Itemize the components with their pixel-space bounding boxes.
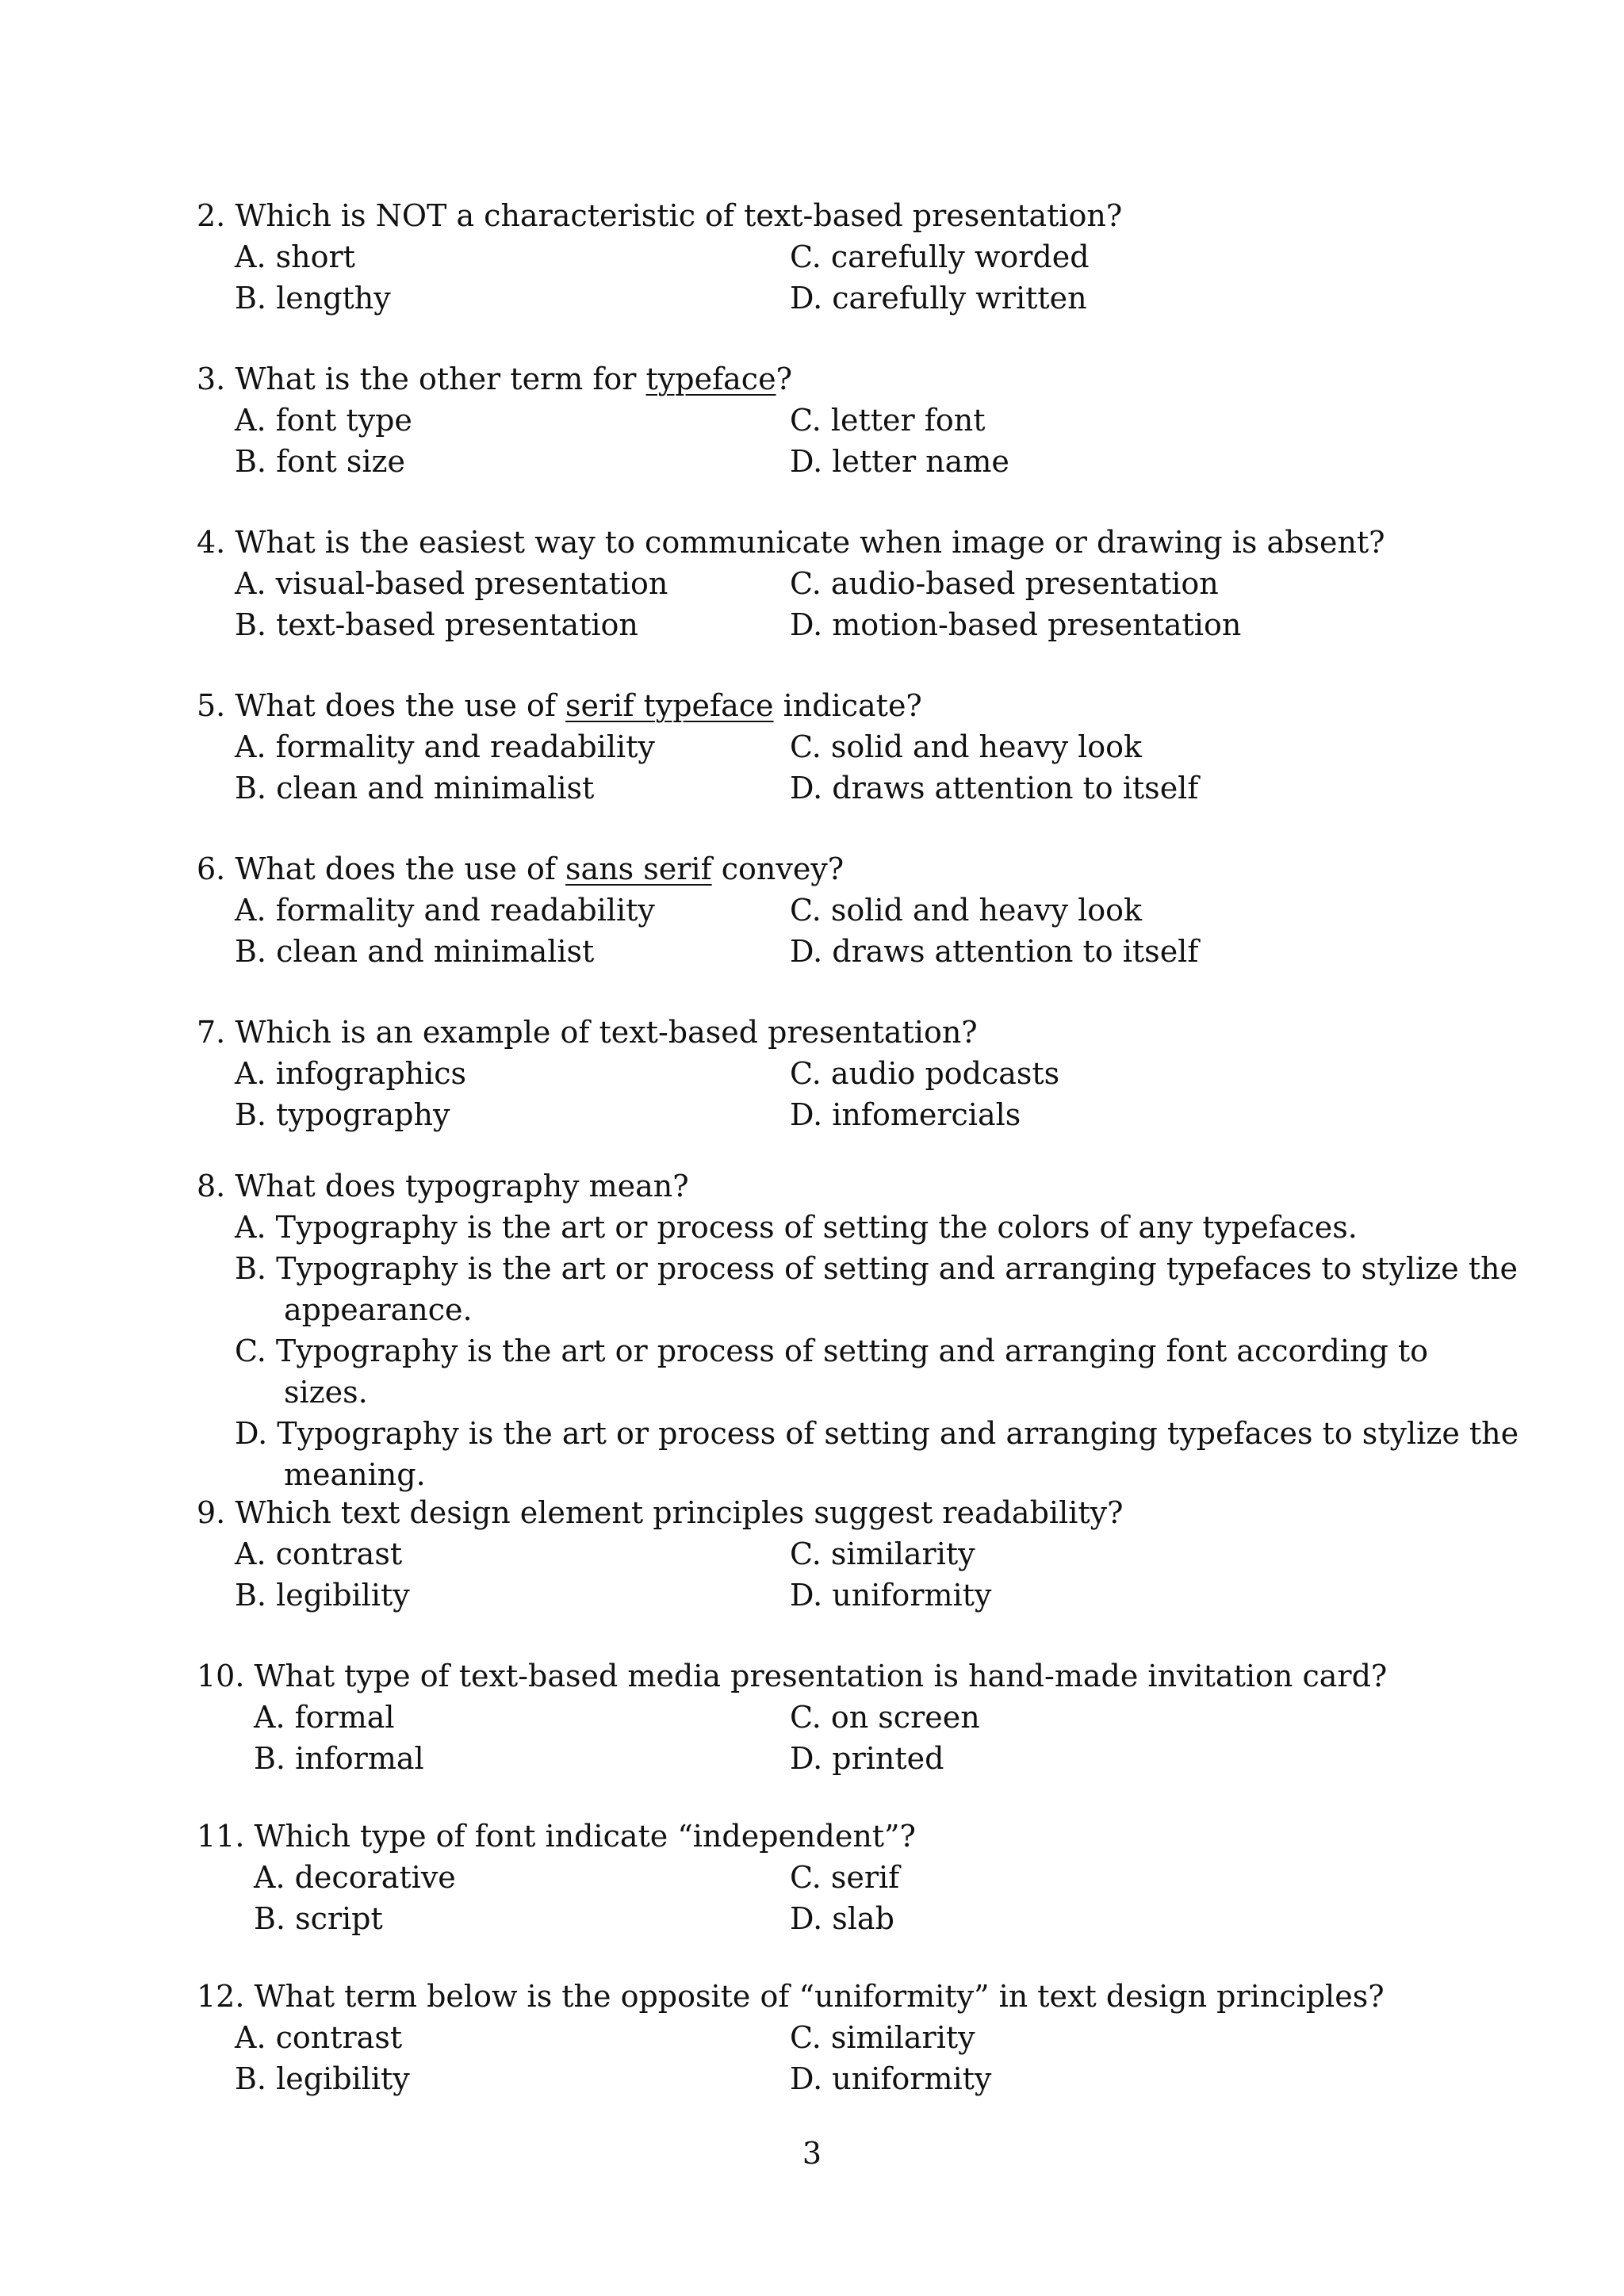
option-c: C. audio-based presentation	[790, 566, 1219, 601]
option-d: D. printed	[790, 1741, 944, 1776]
options	[235, 726, 1465, 809]
question-number: 2.	[197, 198, 226, 233]
option-d: D. carefully written	[790, 281, 1087, 316]
question-number: 4.	[197, 525, 226, 560]
question-number: 12.	[197, 1979, 245, 2014]
option-a: A. short	[235, 239, 355, 274]
option-d: D. uniformity	[790, 1578, 992, 1613]
question-stem	[197, 1976, 1465, 2017]
question-number: 8.	[197, 1169, 226, 1203]
options	[235, 236, 1465, 319]
question-number: 3.	[197, 362, 226, 396]
question-stem	[197, 195, 1465, 236]
question-stem	[197, 848, 1465, 890]
options	[235, 2017, 1465, 2099]
option-c: C. serif	[790, 1860, 900, 1895]
question-number: 6.	[197, 851, 226, 886]
question-text: Which is NOT a characteristic of text-based presentation?	[235, 198, 1123, 233]
options	[235, 890, 1465, 972]
option-c: C. solid and heavy look	[790, 729, 1143, 764]
option-b: B. script	[254, 1901, 383, 1936]
option-a: A. infographics	[235, 1056, 467, 1091]
question-stem	[197, 1492, 1465, 1533]
option-d: D. slab	[790, 1901, 894, 1936]
question-text: What type of text-based media presentation is hand-made invitation card?	[254, 1659, 1388, 1693]
option-a: A. decorative	[254, 1860, 456, 1895]
question-text: What is the easiest way to communicate when image or drawing is absent?	[235, 525, 1385, 560]
option-a: A. formal	[254, 1700, 395, 1735]
question-text-end: ?	[776, 362, 792, 396]
question-stem	[197, 1012, 1465, 1053]
question-5	[197, 685, 1465, 809]
page-number: 3	[802, 2136, 822, 2171]
question-text: What does the use of	[235, 688, 566, 723]
question-text: Which text design element principles suggest readability?	[235, 1495, 1124, 1530]
question-stem	[197, 1655, 1465, 1697]
question-text-end: convey?	[711, 851, 845, 886]
question-number: 5.	[197, 688, 226, 723]
option-a: A. font type	[235, 403, 412, 438]
question-text-end: indicate?	[773, 688, 922, 723]
question-number: 11.	[197, 1819, 245, 1854]
option-b: B. informal	[254, 1741, 424, 1776]
option-a: A. formality and readability	[235, 893, 655, 928]
options	[235, 1207, 1519, 1495]
options	[235, 400, 1465, 482]
question-number: 9.	[197, 1495, 226, 1530]
option-c: C. carefully worded	[790, 239, 1090, 274]
option-b: B. typography	[235, 1097, 450, 1132]
option-a: A. contrast	[235, 2020, 403, 2055]
option-c: C. similarity	[790, 1536, 975, 1571]
option-c: C. Typography is the art or process of setting and arranging font according to sizes.	[235, 1334, 1429, 1410]
option-c: C. letter font	[790, 403, 986, 438]
question-stem	[197, 1165, 1465, 1207]
question-stem	[197, 522, 1465, 563]
question-text: What term below is the opposite of “uniformity” in text design principles?	[254, 1979, 1385, 2014]
option-b: B. legibility	[235, 2061, 410, 2096]
option-d: D. draws attention to itself	[790, 934, 1199, 969]
underlined-term: sans serif	[565, 851, 712, 886]
option-a: A. Typography is the art or process of setting the colors of any typefaces.	[235, 1210, 1358, 1245]
option-a: A. contrast	[235, 1536, 403, 1571]
options	[254, 1697, 1465, 1779]
question-stem	[197, 358, 1465, 400]
question-text: What does typography mean?	[235, 1169, 689, 1203]
question-12	[197, 1976, 1465, 2099]
question-number: 7.	[197, 1015, 226, 1050]
option-a: A. formality and readability	[235, 729, 655, 764]
question-number: 10.	[197, 1659, 245, 1693]
option-d: D. Typography is the art or process of setting and arranging typefaces to stylize the meaning.	[235, 1416, 1519, 1492]
question-stem	[197, 1816, 1465, 1857]
option-c: C. audio podcasts	[790, 1056, 1060, 1091]
question-11	[197, 1816, 1465, 1939]
question-text: Which type of font indicate “independent”?	[254, 1819, 916, 1854]
question-2	[197, 195, 1465, 319]
option-c: C. solid and heavy look	[790, 893, 1143, 928]
option-d: D. letter name	[790, 444, 1009, 479]
option-d: D. draws attention to itself	[790, 771, 1199, 806]
options	[235, 1533, 1465, 1616]
question-text: What is the other term for	[235, 362, 646, 396]
option-b: B. lengthy	[235, 281, 391, 316]
option-b: B. font size	[235, 444, 406, 479]
question-8	[197, 1165, 1519, 1495]
question-10	[197, 1655, 1465, 1779]
question-7	[197, 1012, 1465, 1135]
options	[254, 1857, 1465, 1939]
option-d: D. uniformity	[790, 2061, 992, 2096]
option-b: B. Typography is the art or process of setting and arranging typefaces to stylize the appearance.	[235, 1251, 1518, 1327]
option-d: D. infomercials	[790, 1097, 1021, 1132]
question-9	[197, 1492, 1465, 1616]
question-3	[197, 358, 1465, 482]
option-b: B. legibility	[235, 1578, 410, 1613]
question-text: What does the use of	[235, 851, 566, 886]
options	[235, 563, 1465, 645]
option-d: D. motion-based presentation	[790, 607, 1242, 642]
underlined-term: typeface	[645, 362, 776, 396]
question-text: Which is an example of text-based presentation?	[235, 1015, 978, 1050]
options	[235, 1053, 1465, 1135]
option-a: A. visual-based presentation	[235, 566, 668, 601]
option-b: B. clean and minimalist	[235, 934, 595, 969]
option-c: C. similarity	[790, 2020, 975, 2055]
option-b: B. clean and minimalist	[235, 771, 595, 806]
question-stem	[197, 685, 1465, 726]
question-6	[197, 848, 1465, 972]
question-4	[197, 522, 1465, 645]
option-b: B. text-based presentation	[235, 607, 638, 642]
underlined-term: serif typeface	[565, 688, 774, 723]
option-c: C. on screen	[790, 1700, 980, 1735]
